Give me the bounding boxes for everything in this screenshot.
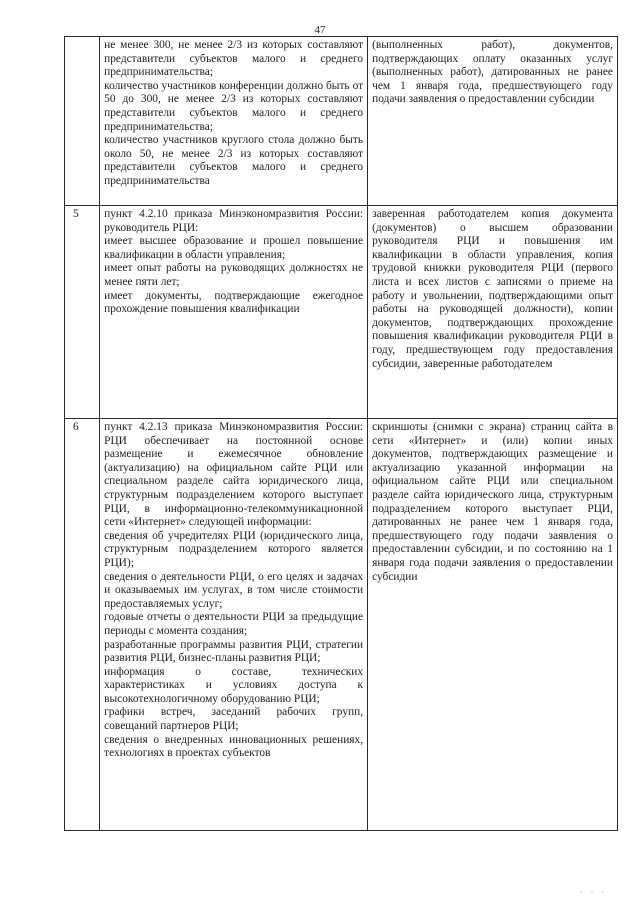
requirement-text: годовые отчеты о деятельности РЦИ за предыдущие периоды с момента создания; — [104, 611, 364, 637]
requirement-text: пункт 4.2.13 приказа Минэкономразвития России: РЦИ обеспечивает на постоянной основе размещение и ежемесячное обновление (актуализацию) на официальном сайте РЦИ или специальном разделе сайта юридического лица, структурным подразделением которого выступает РЦИ, в информационно-телекоммуникационной сети «Интернет» следующей информации: — [104, 421, 364, 529]
requirement-text: сведения об учредителях РЦИ (юридического лица, структурным подразделением которого является РЦИ); — [104, 529, 364, 569]
page-number: 47 — [314, 24, 326, 36]
documents-text: скриншоты (снимки с экрана) страниц сайта в сети «Интернет» и (или) копии иных документов, подтверждающих размещение и актуализацию указанной информации на официальном сайте РЦИ или специальном разделе сайта юридического лица, структурным подразделением которого выступает РЦИ, датированных не ранее чем 1 января года, предшествующего году подачи заявления о предоставлении субсидии, и по состоянию на 1 января года подачи заявления о предоставлении субсидии — [372, 421, 613, 583]
requirement-cell — [100, 37, 368, 206]
requirements-table — [64, 36, 618, 831]
scan-marks: · · · — [580, 888, 607, 897]
requirement-text: имеет документы, подтверждающие ежегодное прохождение повышения квалификации — [104, 289, 364, 316]
documents-cell — [368, 419, 618, 831]
requirement-text: количество участников круглого стола должно быть около 50, не менее 2/3 из которых составляют представители субъектов малого и среднего предпринимательства — [104, 134, 364, 187]
requirement-text: сведения о деятельности РЦИ, о его целях и задачах и оказываемых им услугах, в том числе стоимости предоставляемых услуг; — [104, 570, 364, 610]
documents-text: (выполненных работ), документов, подтверждающих оплату оказанных услуг (выполненных работ), датированных не ранее чем 1 января года, предшествующего году подачи заявления о предоставлении субсидии — [372, 39, 613, 106]
row-number: 5 — [65, 206, 100, 419]
table-row — [65, 419, 618, 831]
requirement-cell — [100, 206, 368, 419]
documents-text: заверенная работодателем копия документа (документов) о высшем образовании руководителя РЦИ и повышения им квалификации в области управления, копия трудовой книжки руководителя РЦИ (первого листа и всех листов с записями о приеме на работу и увольнении, подтверждающими опыт работы на руководящей должности), копии документов, подтверждающих прохождение повышения квалификации руководителя РЦИ в году, предшествующем году предоставления субсидии, заверенные работодателем — [372, 208, 613, 370]
documents-cell — [368, 206, 618, 419]
requirement-text: разработанные программы развития РЦИ, стратегии развития РЦИ, бизнес-планы развития РЦИ; — [104, 638, 364, 665]
requirement-text: сведения о внедренных инновационных решениях, технологиях в проектах субъектов — [104, 733, 364, 760]
requirement-text: количество участников конференции должно быть от 50 до 300, не менее 2/3 из которых составляют представители субъектов малого и среднего предпринимательства; — [104, 79, 364, 133]
requirement-text: имеет высшее образование и прошел повышение квалификации в области управления; — [104, 235, 364, 261]
table-row — [65, 37, 618, 206]
requirement-text: не менее 300, не менее 2/3 из которых составляют представители субъектов малого и среднего предпринимательства; — [104, 39, 364, 79]
row-number — [65, 37, 100, 206]
table-row — [65, 206, 618, 419]
requirement-text: графики встреч, заседаний рабочих групп, совещаний партнеров РЦИ; — [104, 706, 364, 733]
documents-cell — [368, 37, 618, 206]
requirement-text: пункт 4.2.10 приказа Минэкономразвития России: руководитель РЦИ: — [104, 208, 364, 234]
row-number: 6 — [65, 419, 100, 831]
requirement-text: имеет опыт работы на руководящих должностях не менее пяти лет; — [104, 262, 364, 288]
requirement-cell — [100, 419, 368, 831]
requirement-text: информация о составе, технических характеристиках и условиях доступа к высокотехнологичному оборудованию РЦИ; — [104, 665, 364, 705]
